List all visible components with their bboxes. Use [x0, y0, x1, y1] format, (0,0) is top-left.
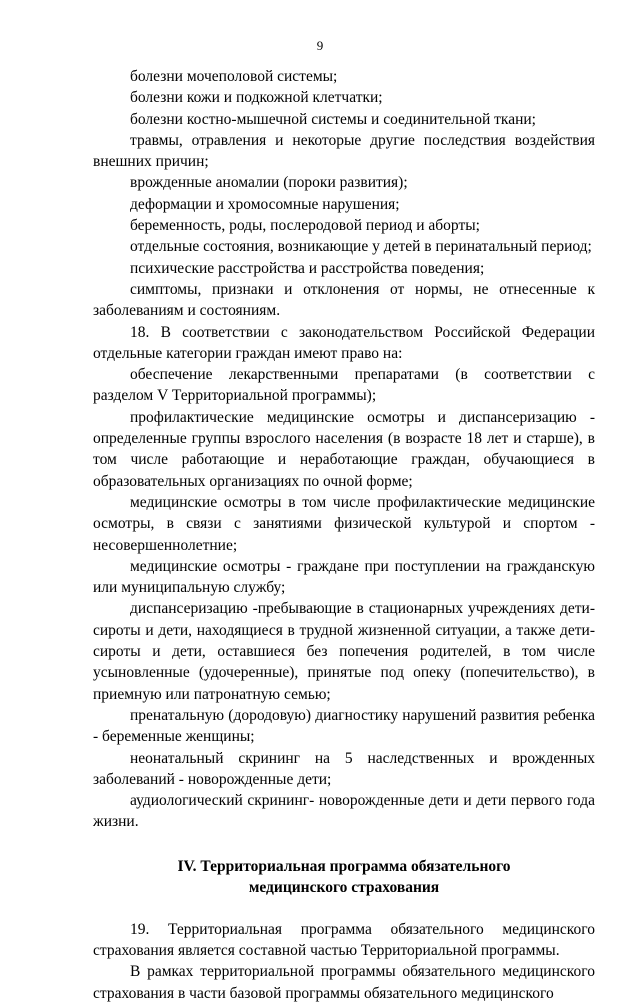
paragraph: психические расстройства и расстройства поведения; — [130, 259, 485, 277]
paragraph: диспансеризацию -пребывающие в стационарных учреждениях дети-сироты и дети, находящиеся в трудной жизненной ситуации, а также дети-сироты и дети, оставшиеся без попечения родителей, в том числе усыновленные (удочеренные), принятые под опеку (попечительство), в приемную или патронатную семью; — [93, 600, 595, 703]
document-body — [93, 66, 595, 1004]
list-before-heading — [93, 66, 595, 833]
paragraph: врожденные аномалии (пороки развития); — [130, 174, 408, 192]
paragraph: беременность, роды, послеродовой период и аборты; — [130, 217, 480, 235]
paragraph: травмы, отравления и некоторые другие последствия воздействия внешних причин; — [93, 131, 595, 171]
section-heading-line-1: IV. Территориальная программа обязательного — [177, 857, 511, 875]
paragraph: симптомы, признаки и отклонения от нормы, не отнесенные к заболеваниям и состояниям. — [93, 280, 595, 320]
paragraph: аудиологический скрининг- новорожденные дети и дети первого года жизни. — [93, 792, 595, 831]
paragraph: деформации и хромосомные нарушения; — [130, 195, 400, 213]
paragraph: неонатальный скрининг на 5 наследственных и врожденных заболеваний - новорожденные дети; — [93, 749, 595, 788]
paragraph: профилактические медицинские осмотры и диспансеризацию - определенные группы взрослого населения (в возрасте 18 лет и старше), в том числе работающие и неработающие граждан, обучающиеся в образовательных организациях по очной форме; — [93, 408, 595, 490]
section-heading — [93, 856, 595, 898]
paragraph: болезни мочеполовой системы; — [130, 68, 338, 85]
paragraph: медицинские осмотры - граждане при поступлении на гражданскую или муниципальную службу; — [93, 557, 595, 597]
page-number: 9 — [316, 38, 324, 53]
paragraph: болезни кожи и подкожной клетчатки; — [130, 89, 383, 107]
list-after-heading — [93, 919, 595, 1004]
paragraph: 18. В соответствии с законодательством Российской Федерации отдельные категории граждан имеют право на: — [93, 323, 595, 362]
paragraph: обеспечение лекарственными препаратами (в соответствии с разделом V Территориальной программы); — [93, 366, 595, 405]
paragraph: медицинские осмотры в том числе профилактические медицинские осмотры, в связи с занятиями физической культурой и спортом - несовершеннолетние; — [93, 493, 595, 554]
paragraph: болезни костно-мышечной системы и соединительной ткани; — [130, 110, 536, 128]
paragraph: В рамках территориальной программы обязательного медицинского страхования в части базовой программы обязательного медицинского — [93, 963, 595, 1002]
paragraph: пренатальную (дородовую) диагностику нарушений развития ребенка - беременные женщины; — [93, 706, 595, 746]
paragraph: 19. Территориальная программа обязательного медицинского страхования является составной частью Территориальной программы. — [93, 920, 595, 959]
paragraph: отдельные состояния, возникающие у детей в перинатальный период; — [130, 238, 592, 256]
section-heading-line-2: медицинского страхования — [248, 878, 440, 896]
